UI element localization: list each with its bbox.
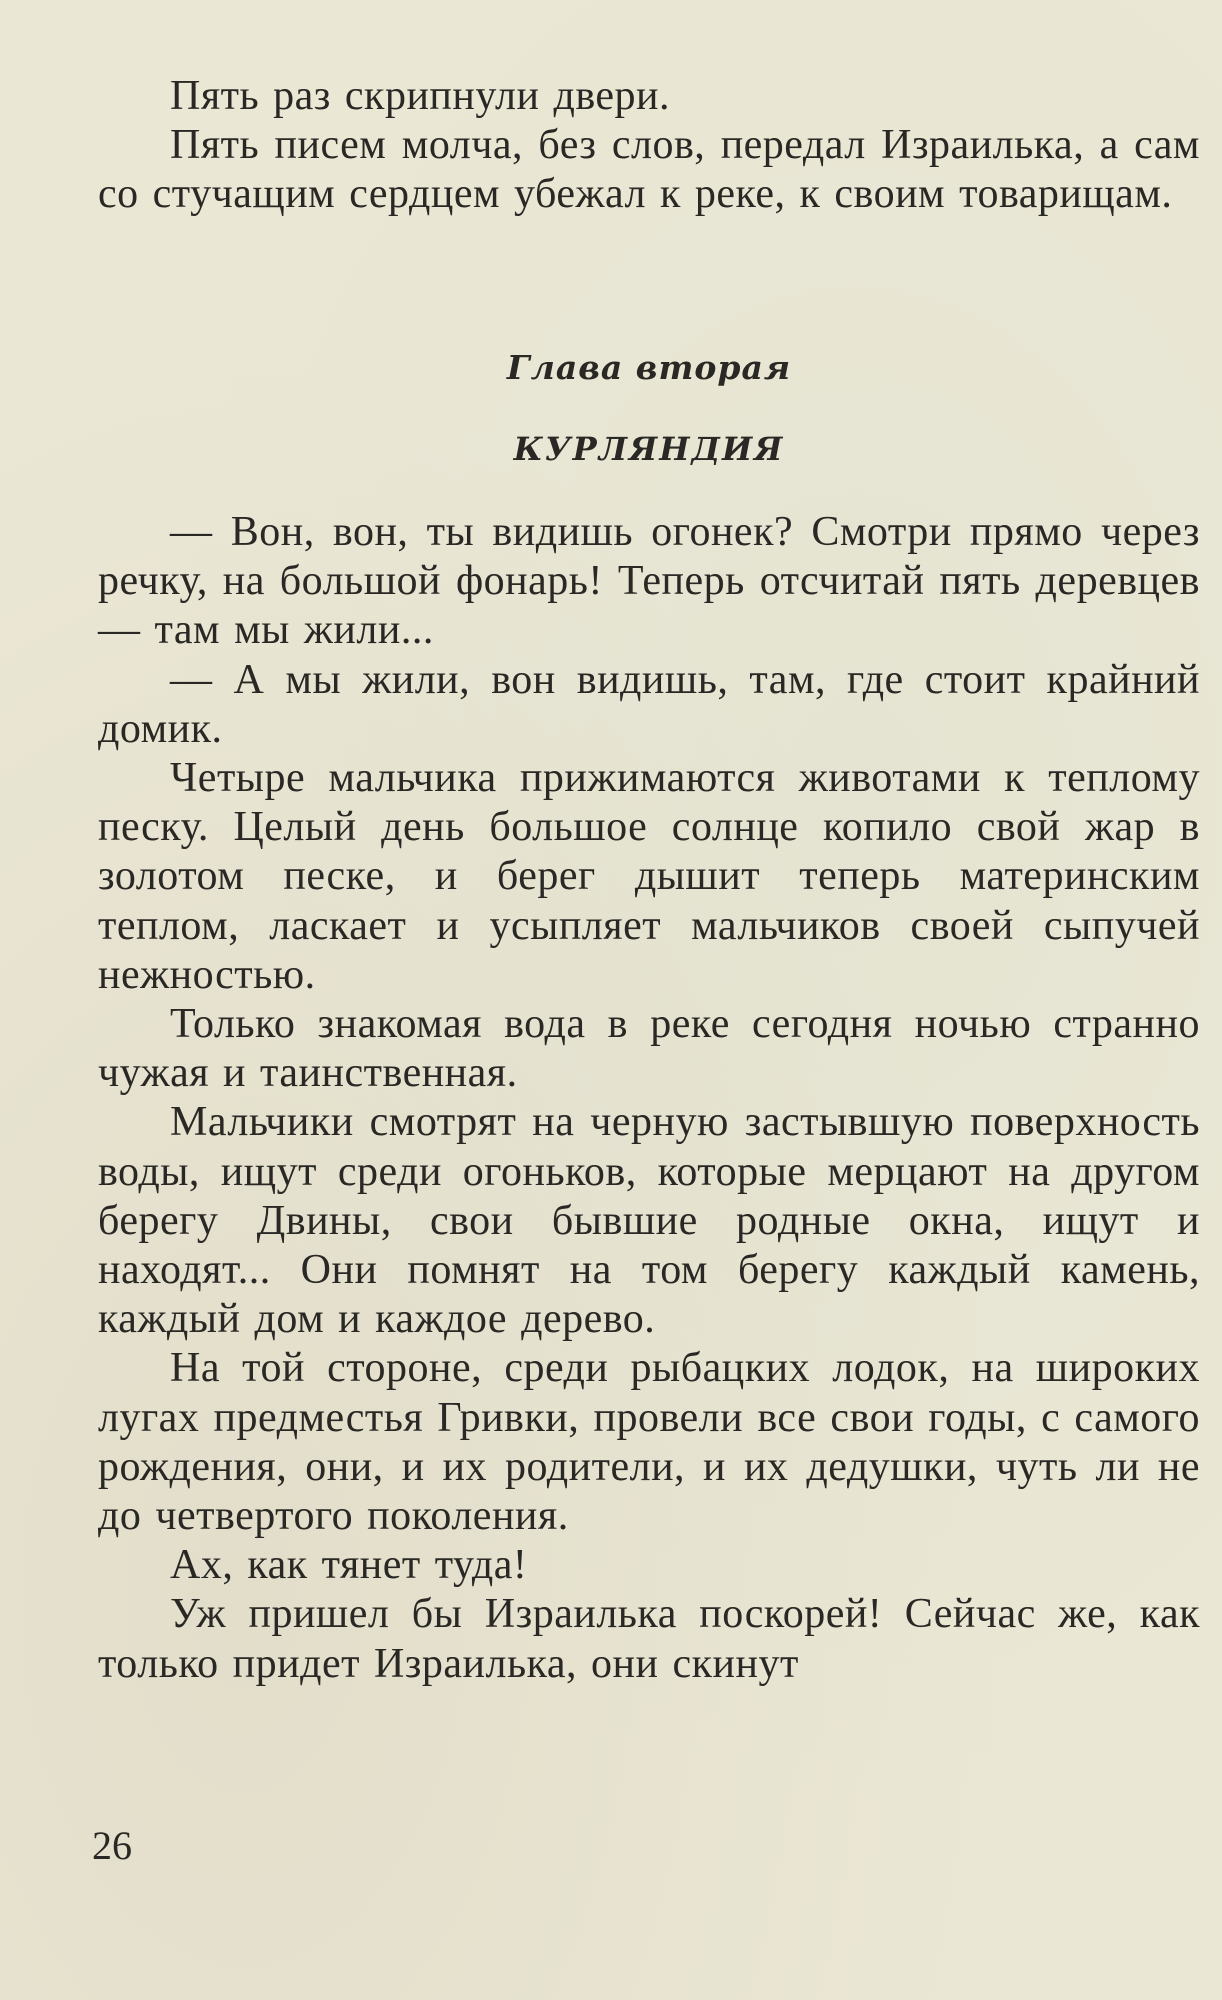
paragraph: На той стороне, среди рыбацких лодок, на широких лугах предместья Гривки, провели все свои годы, с самого рождения, они, и их родители, и их дедушки, чуть ли не до четвертого поколения. [98, 1345, 1200, 1540]
paragraph: Четыре мальчика прижимаются животами к теплому песку. Целый день большое солнце копило свой жар в золотом песке, и берег дышит теперь материнским теплом, ласкает и усыпляет мальчиков своей сыпучей нежностью. [98, 755, 1200, 998]
paragraph: Пять раз скрипнули двери. [170, 73, 671, 119]
opening-text [98, 72, 1200, 220]
paragraph: — Вон, вон, ты видишь огонек? Смотри прямо через речку, на большой фонарь! Теперь отсчитай пять деревцев — там мы жили... [98, 509, 1200, 654]
paragraph: Уж пришел бы Израилька поскорей! Сейчас же, как только придет Израилька, они скинут [98, 1591, 1200, 1687]
page-number: 26 [92, 1823, 132, 1868]
paragraph: Пять писем молча, без слов, передал Израилька, а сам со стучащим сердцем убежал к реке, к своим товарищам. [98, 122, 1200, 218]
paragraph: Только знакомая вода в реке сегодня ночью странно чужая и таинственная. [98, 1001, 1200, 1097]
paragraph: — А мы жили, вон видишь, там, где стоит крайний домик. [98, 656, 1200, 752]
paragraph: Мальчики смотрят на черную застывшую поверхность воды, ищут среди огоньков, которые мерцают на другом берегу Двины, свои бывшие родные окна, ищут и находят... Они помнят на том берегу каждый камень, каждый дом и каждое дерево. [98, 1099, 1200, 1343]
paragraph: Ах, как тянет туда! [170, 1542, 528, 1589]
chapter-title: КУРЛЯНДИЯ [513, 430, 785, 468]
chapter-body [98, 508, 1200, 1689]
chapter-label: Глава вторая [506, 348, 792, 387]
